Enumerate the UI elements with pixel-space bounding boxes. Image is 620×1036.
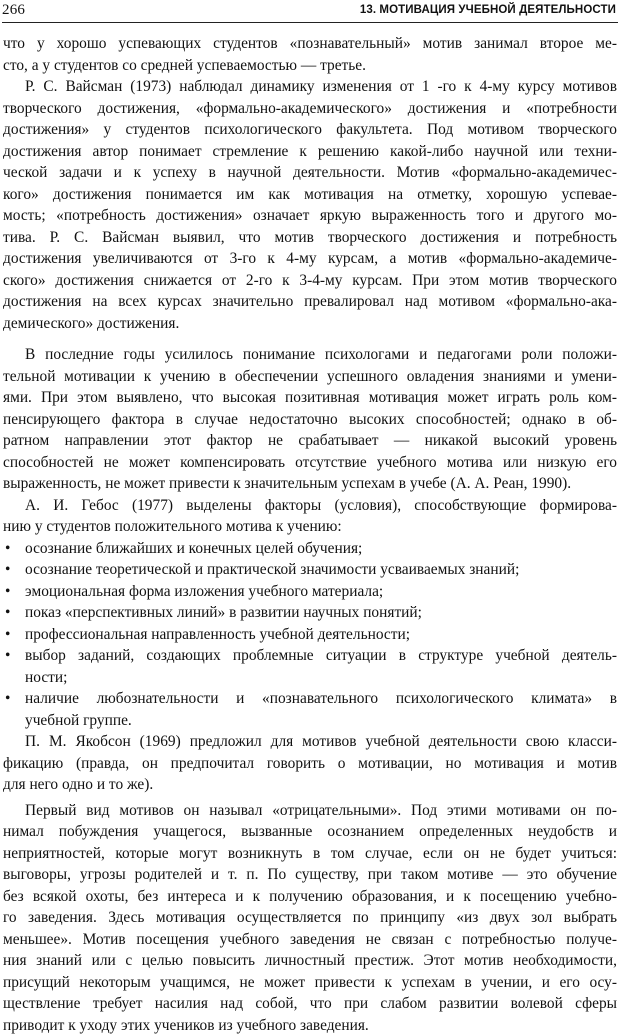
list-item xyxy=(3,602,617,624)
bullet-icon: • xyxy=(5,538,10,560)
bullet-icon: • xyxy=(5,624,10,646)
bullet-icon: • xyxy=(5,559,10,581)
list-item xyxy=(3,645,617,667)
text-line: нимал побуждения учащегося, вызванные осознанием определенных неудобств и xyxy=(3,821,617,843)
text-line: ческой задачи и к успеху в научной деятельности. Мотив «формально-академичес- xyxy=(3,162,617,184)
text-line: достижения на всех курсах значительно превалировал над мотивом «формально-ака- xyxy=(3,291,617,313)
text-line: ями. При этом выявлено, что высокая позитивная мотивация может играть роль ком- xyxy=(3,387,617,409)
text-line: мость; «потребность достижения» означает яркую выраженность того и другого мо- xyxy=(3,205,617,227)
text-line: выраженность, не может привести к значительным успехам в учебе (А. А. Реан, 1990). xyxy=(3,473,617,495)
list-item xyxy=(3,538,617,560)
text-line: демического» достижения. xyxy=(3,313,617,335)
text-line: тельной мотивации к учению в обеспечении успешного овладения знаниями и умени- xyxy=(3,366,617,388)
text-line: приводит к уходу этих учеников из учебного заведения. xyxy=(3,1015,617,1036)
text-line: ратном направлении этот фактор не срабатывает — никакой высокий уровень xyxy=(3,430,617,452)
text-line: что у хорошо успевающих студентов «познавательный» мотив занимал второе ме- xyxy=(3,33,617,55)
text-line: П. М. Якобсон (1969) предложил для мотивов учебной деятельности свою класси- xyxy=(3,731,617,753)
list-item xyxy=(3,688,617,710)
list-item-text: выбор заданий, создающих проблемные ситуации в структуре учебной деятель- xyxy=(25,647,617,664)
text-line: нию у студентов положительного мотива к учению: xyxy=(3,516,617,538)
list-item xyxy=(3,581,617,603)
text-line: кого» достижения понимается им как мотивация на отметку, хорошую успевае- xyxy=(3,184,617,206)
text-line: без всякой охоты, без интереса и к получению образования, и к посещению учебно- xyxy=(3,886,617,908)
bullet-icon: • xyxy=(5,602,10,624)
text-line: выговоры, угрозы родителей и т. п. По существу, при таком мотиве — это обучение xyxy=(3,864,617,886)
bullet-icon: • xyxy=(5,645,10,667)
text-line: творческого достижения, «формально-академического» достижения и «потребности xyxy=(3,98,617,120)
list-item xyxy=(3,559,617,581)
text-line: достижения автор понимает стремление к решению какой-либо научной или техни- xyxy=(3,141,617,163)
list-item-continuation: учебной группе. xyxy=(3,710,617,732)
text-line: присущий некоторым учащимся, не может привести к успехам в учении, и его осу- xyxy=(3,972,617,994)
bullet-icon: • xyxy=(5,581,10,603)
text-line: го заведения. Здесь мотивация осуществляется по принципу «из двух зол выбрать xyxy=(3,907,617,929)
text-line: меньшее». Мотив посещения учебного заведения не связан с потребностью получе- xyxy=(3,929,617,951)
list-item-text: осознание ближайших и конечных целей обучения; xyxy=(25,540,362,557)
page-header xyxy=(2,0,616,22)
list-item xyxy=(3,624,617,646)
running-title: 13. МОТИВАЦИЯ УЧЕБНОЙ ДЕЯТЕЛЬНОСТИ xyxy=(360,4,616,16)
list-item-text: эмоциональная форма изложения учебного материала; xyxy=(25,583,383,600)
list-item-continuation: ности; xyxy=(3,667,617,689)
list-item-text: показ «перспективных линий» в развитии научных понятий; xyxy=(25,604,422,621)
text-line: достижения увеличиваются от 3-го к 4-му курсам, а мотив «формально-академиче- xyxy=(3,248,617,270)
text-line: сто, а у студентов со средней успеваемостью — третье. xyxy=(3,55,617,77)
text-line: Первый вид мотивов он называл «отрицательными». Под этими мотивами он по- xyxy=(3,800,617,822)
bullet-icon: • xyxy=(5,688,10,710)
text-line: ния знаний или с целью повысить личностный престиж. Этот мотив необходимости, xyxy=(3,950,617,972)
text-line: пенсирующего фактора в случае недостаточно высоких способностей; однако в об- xyxy=(3,409,617,431)
list-item-text: осознание теоретической и практической значимости усваиваемых знаний; xyxy=(25,561,519,578)
list-item-text: наличие любознательности и «познавательного психологического климата» в xyxy=(25,690,617,707)
text-line: достижения» у студентов психологического факультета. Под мотивом творческого xyxy=(3,119,617,141)
text-line: Р. С. Вайсман (1973) наблюдал динамику изменения от 1 -го к 4-му курсу мотивов xyxy=(3,76,617,98)
text-line: В последние годы усилилось понимание психологами и педагогами роли положи- xyxy=(3,344,617,366)
page-number: 266 xyxy=(2,2,25,19)
text-line: неприятностей, которые могут возникнуть в том случае, если он не будет учиться: xyxy=(3,843,617,865)
list-item-text: профессиональная направленность учебной деятельности; xyxy=(25,626,410,643)
text-line: тива. Р. С. Вайсман выявил, что мотив творческого достижения и потребность xyxy=(3,227,617,249)
text-line: способностей не может компенсировать отсутствие учебного мотива или низкую его xyxy=(3,452,617,474)
text-line: фикацию (правда, он предпочитал говорить о мотивации, но мотивация и мотив xyxy=(3,753,617,775)
header-rule xyxy=(2,22,618,23)
body-text xyxy=(3,33,617,1036)
text-line: ского» достижения снижается от 2-го к 3-4-му курсам. При этом мотив творческого xyxy=(3,270,617,292)
text-line: А. И. Гебос (1977) выделены факторы (условия), способствующие формирова- xyxy=(3,495,617,517)
text-line: для него одно и то же). xyxy=(3,774,617,796)
text-line: ществление требует насилия над собой, что при слабом развитии волевой сферы xyxy=(3,993,617,1015)
